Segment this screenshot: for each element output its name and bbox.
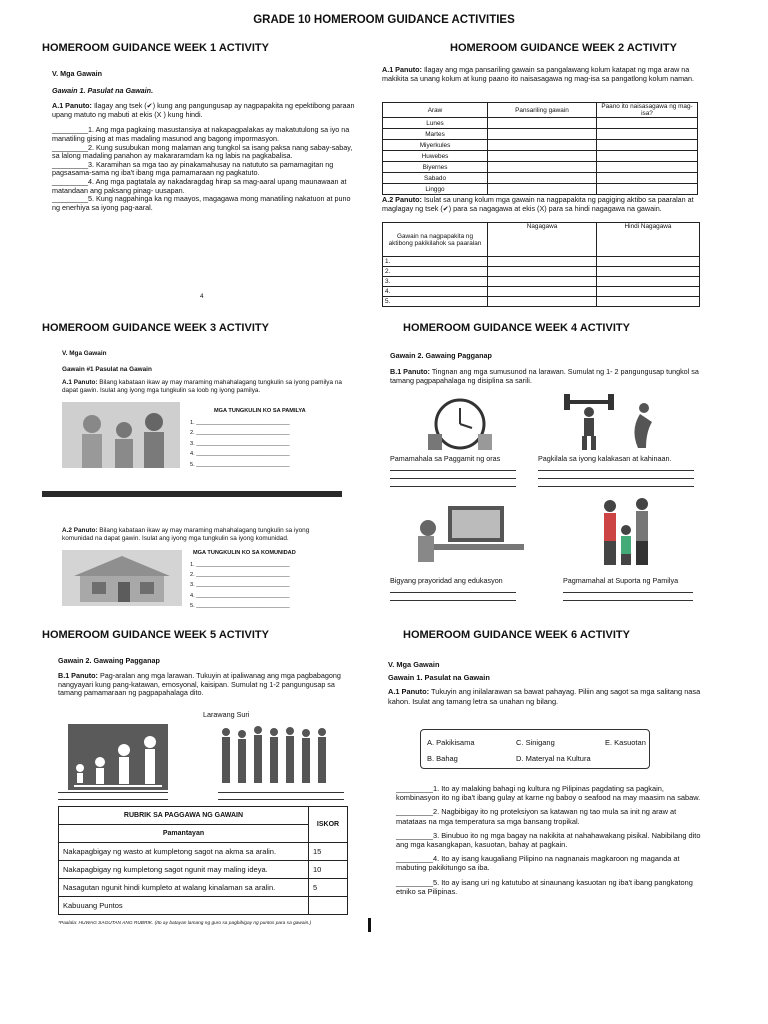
table-cell-day: Martes [383,129,488,140]
choice-b: B. Bahag [427,754,458,763]
answer-line[interactable] [218,792,344,793]
week3-list2-title: MGA TUNGKULIN KO SA KOMUNIDAD [193,550,296,556]
growth-stages-image [68,724,168,790]
week3-header-block [62,350,342,394]
rubric-score: 10 [309,861,348,879]
list-item: _________2. Kung susubukan mong malaman ang tungkol sa isang paksa nang sabay-sabay, sa lalong madaling panahon ay makararamdam ka ng labis na pagkabalisa. [52,142,353,161]
week3-section: V. Mga Gawain [62,350,107,357]
choice-c: C. Sinigang [516,738,555,747]
table-cell[interactable] [488,118,597,129]
growth-stages-icon [68,724,168,790]
week6-heading: HOMEROOM GUIDANCE WEEK 6 ACTIVITY [403,629,630,641]
answer-line[interactable] [390,592,516,593]
rubric-title: RUBRIK SA PAGGAWA NG GAWAIN [59,807,309,825]
table-cell[interactable] [488,151,597,162]
week3-heading: HOMEROOM GUIDANCE WEEK 3 ACTIVITY [42,322,269,334]
list-item: _________1. Ito ay malaking bahagi ng kultura ng Pilipinas pagdating sa pagkain, kombinasyon ito ng iba't ibang gulay at karne ng baboy o seafood na may maasim na sabaw. [396,784,701,803]
rubric-iskor-header: ISKOR [309,807,348,843]
rubric-pamantayan-header: Pamantayan [59,825,309,843]
table-cell[interactable] [597,277,700,287]
week5-heading: HOMEROOM GUIDANCE WEEK 5 ACTIVITY [42,629,269,641]
choice-a: A. Pakikisama [427,738,475,747]
week3-a1-label: A.1 Panuto: [62,379,98,387]
week1-heading: HOMEROOM GUIDANCE WEEK 1 ACTIVITY [42,42,269,54]
list-item: _________3. Karamihan sa mga tao ay pinakamahusay na natututo sa pamamagitan ng pagsasama-sama ng iba't ibang mga pamamaraan ng pagkatuto. [52,159,334,178]
table-row [59,861,348,879]
week1-panuto-label: A.1 Panuto: [52,101,92,111]
rubric-criterion: Nakapagbigay ng wasto at kumpletong sagot na akma sa aralin. [59,843,309,861]
table-cell[interactable] [597,129,698,140]
table-row-number: 5. [383,297,488,307]
table-cell[interactable] [597,287,700,297]
table-header: Nagagawa [488,223,597,257]
list-item[interactable]: 1. ______________________________ [190,562,290,568]
table-cell[interactable] [597,297,700,307]
table-cell[interactable] [488,277,597,287]
text-cursor-mark [368,918,371,932]
week6-a1-label: A.1 Panuto: [388,687,430,697]
table-row-number: 3. [383,277,488,287]
table-cell[interactable] [488,129,597,140]
table-cell[interactable] [488,297,597,307]
week5-gawain: Gawain 2. Gawaing Pagganap [58,656,160,665]
education-image [408,494,528,568]
rubric-score[interactable] [309,897,348,915]
table-cell-day: Miyerkules [383,140,488,151]
table-cell[interactable] [488,287,597,297]
week3-list1-title: MGA TUNGKULIN KO SA PAMILYA [214,408,306,414]
answer-line[interactable] [563,592,693,593]
table-cell-day: Lunes [383,118,488,129]
week1-gawain: Gawain 1. Pasulat na Gawain. [52,85,154,95]
table-cell[interactable] [597,151,698,162]
answer-line[interactable] [58,799,168,800]
table-header: Paano ito naisasagawa ng mag-isa? [597,103,698,118]
week3-a2-text: Bilang kabataan ikaw ay may maraming mahahalagang tungkulin sa iyong komunidad na dapat gawin. Isulat ang iyong mga tungkulin sa iyong komunidad. [62,527,310,542]
week1-page-number: 4 [200,293,204,300]
table-row-number: 1. [383,257,488,267]
answer-line[interactable] [563,600,693,601]
family-icon [592,494,662,568]
house-illustration-icon [62,550,182,606]
week5-b1-text: Pag-aralan ang mga larawan. Tukuyin at ipaliwanag ang mga pagbabagong nangyayari kung pang-katawan, emosyonal, kaisipan. Sumulat ng 1-2 pangungusap sa tamang pamamaraan ng pagpapahalaga dito. [58,671,341,698]
table-cell[interactable] [597,257,700,267]
week3-instruction-a2 [62,527,342,542]
week6-a1-text: Tukuyin ang inilalarawan sa bawat pahayag. Piliin ang sagot sa mga salitang nasa kahon. Isulat ang tamang letra sa unahan ng bilang. [388,687,701,706]
answer-line[interactable] [390,470,516,471]
list-item[interactable]: 5. ______________________________ [190,461,290,468]
list-item: _________2. Nagbibigay ito ng proteksiyon sa katawan ng tao mula sa init ng araw at matataas na mga temperatura sa mga bansang tropikal. [396,807,677,826]
rubric-table [58,806,348,915]
list-item[interactable]: 1. ______________________________ [190,420,290,426]
week2-a1-text: Ilagay ang mga pansariling gawain sa pangalawang kolum katapat ng mga araw na makikita sa unang kolum at kung paano ito naisasagawa ng mag-isa sa pangatlong kolum naman. [382,65,695,83]
list-item[interactable]: 5. ______________________________ [190,602,290,609]
list-item[interactable]: 3. ______________________________ [190,582,290,589]
table-cell-day: Huwebes [383,151,488,162]
rubric-note: *Paalala: HUWAG SAGUTAN ANG RUBRIK. (Ito ay batayan lamang ng guro sa pagbibigay ng puntos para sa gawain.) [58,921,312,926]
table-cell[interactable] [597,173,698,184]
answer-line[interactable] [538,470,694,471]
table-cell[interactable] [488,140,597,151]
week4-b1-label: B.1 Panuto: [390,367,430,376]
table-cell-day: Linggo [383,184,488,195]
week5-b1-label: B.1 Panuto: [58,671,98,680]
week4-instruction [390,368,702,385]
week3-list2 [190,560,310,611]
week4-caption-2: Pagkilala sa iyong kalakasan at kahinaan. [538,454,672,463]
table-cell[interactable] [488,184,597,195]
week2-heading: HOMEROOM GUIDANCE WEEK 2 ACTIVITY [450,42,677,54]
table-cell[interactable] [488,162,597,173]
student-desk-icon [408,494,528,568]
list-item[interactable]: 2. ______________________________ [190,572,290,579]
table-row-number: 2. [383,267,488,277]
table-cell[interactable] [597,118,698,129]
week3-a1-text: Bilang kabataan ikaw ay may maraming mahahalagang tungkulin sa iyong pamilya na dapat gawin. Isulat ang iyong mga tungkulin sa loob ng iyong pamilya. [62,379,342,394]
answer-line[interactable] [538,478,694,479]
week3-gawain: Gawain #1 Pasulat na Gawain [62,365,152,373]
table-cell-day: Sabado [383,173,488,184]
week2-instruction-a1 [382,66,698,83]
rubric-criterion: Nakapagbigay ng kumpletong sagot ngunit may maling ideya. [59,861,309,879]
list-item[interactable]: 4. ______________________________ [190,451,290,458]
week4-caption-4: Pagmamahal at Suporta ng Pamilya [563,576,679,585]
weightlifting-icon [560,392,678,450]
table-cell[interactable] [597,140,698,151]
week3-a2-label: A.2 Panuto: [62,527,98,534]
rubric-criterion: Nasagutan ngunit hindi kumpleto at walang kinalaman sa aralin. [59,879,309,897]
choice-d: D. Materyal na Kultura [516,754,591,763]
clock-icon [424,394,496,454]
time-management-image [424,394,496,454]
list-item[interactable]: 4. ______________________________ [190,592,290,599]
week6-worksheet [388,660,704,706]
week2-activity-table [382,222,700,307]
table-row [59,897,348,915]
list-item: _________4. Ito ay isang kaugaliang Pilipino na nagnanais magkaroon ng maganda at mabuting pakikitungo sa iba. [396,854,680,873]
choice-e: E. Kasuotan [605,738,646,747]
answer-line[interactable] [58,792,168,793]
week6-item-list [396,784,702,896]
section-divider-bar [42,491,342,497]
list-item[interactable]: 2. ______________________________ [190,430,290,437]
table-header: Araw [383,103,488,118]
answer-line[interactable] [390,486,516,487]
week1-item-list [52,126,360,212]
community-photo [62,550,182,606]
rubric-score: 5 [309,879,348,897]
table-header: Pansariling gawain [488,103,597,118]
week2-days-table [382,102,698,195]
page-title: GRADE 10 HOMEROOM GUIDANCE ACTIVITIES [253,14,515,26]
answer-line[interactable] [390,600,516,601]
table-cell[interactable] [488,173,597,184]
list-item: _________1. Ang mga pagkaing masustansiya at nakapagpalakas ay makatutulong sa iyo na manatiling gising at mas madaling masunod ang bagong impormasyon. [52,125,350,143]
week4-heading: HOMEROOM GUIDANCE WEEK 4 ACTIVITY [403,322,630,334]
week1-worksheet [52,70,360,212]
list-item: _________4. Ang mga pagtatala ay nakadaragdag hirap sa mag-aaral upang maunawaan at matandaan ang paksang pinag- uusapan. [52,176,347,195]
rubric-total: Kabuuang Puntos [59,897,309,915]
week5-instruction [58,672,346,698]
answer-line[interactable] [538,486,694,487]
week4-gawain: Gawain 2. Gawaing Pagganap [390,351,492,360]
week4-caption-3: Bigyang prayoridad ang edukasyon [390,576,503,585]
table-row-number: 4. [383,287,488,297]
week6-gawain: Gawain 1. Pasulat na Gawain [388,673,490,683]
people-row-image [218,724,330,786]
table-cell[interactable] [597,162,698,173]
list-item: _________3. Binubuo ito ng mga bagay na nakikita at nahahawakang pisikal. Nabibilang dito ang mga kasangkapan, kasuotan, bahay at pagkain. [396,830,701,850]
rubric-score: 15 [309,843,348,861]
people-group-icon [218,724,330,786]
table-cell[interactable] [597,267,700,277]
week4-caption-1: Pamamahala sa Paggamit ng oras [390,454,501,463]
week4-b1-text: Tingnan ang mga sumusunod na larawan. Sumulat ng 1- 2 pangungusap tungkol sa tamang pagpapahalaga ng disiplina sa sarili. [390,367,699,385]
week6-section: V. Mga Gawain [388,660,440,669]
list-item: _________5. Ito ay isang uri ng katutubo at sinaunang kasuotan ng iba't ibang pangkatong etniko sa Pilipinas. [396,877,693,896]
answer-line[interactable] [218,799,344,800]
week2-instruction-a2 [382,196,700,213]
table-cell[interactable] [488,267,597,277]
week2-a2-text: Isulat sa unang kolum mga gawain na nagpapakita ng pagiging aktibo sa paaralan at maglagay ng tsek (✔) para sa nagagawa at ekis (X) para sa hindi nagagawa na gawain. [382,195,694,213]
table-cell[interactable] [597,184,698,195]
family-illustration-icon [62,402,180,468]
family-photo [62,402,180,468]
week2-a2-label: A.2 Panuto: [382,195,422,204]
table-row [59,879,348,897]
choices-box [420,729,650,769]
week2-a1-label: A.1 Panuto: [382,65,422,74]
week1-panuto: Ilagay ang tsek (✔) kung ang pangungusap ay nagpapakita ng epektibong paraan upang matuto ng mabuti at ekis (X ) kung hindi. [52,101,355,119]
list-item: _________5. Kung nagpahinga ka ng maayos, magagawa mong manatiling nakatuon at puno ng enerhiya sa iyong pag-aaral. [52,194,351,212]
family-support-image [592,494,662,568]
strength-weakness-image [560,392,678,450]
table-row [59,843,348,861]
table-cell[interactable] [488,257,597,267]
table-header: Gawain na nagpapakita ng aktibong pakikilahok sa paaralan [383,223,488,257]
answer-line[interactable] [390,478,516,479]
table-header: Hindi Nagagawa [597,223,700,257]
list-item[interactable]: 3. ______________________________ [190,440,290,447]
table-cell-day: Biyernes [383,162,488,173]
week5-larawang-suri: Larawang Suri [203,710,250,719]
week3-list1 [190,418,310,470]
week1-section: V. Mga Gawain [52,69,103,78]
